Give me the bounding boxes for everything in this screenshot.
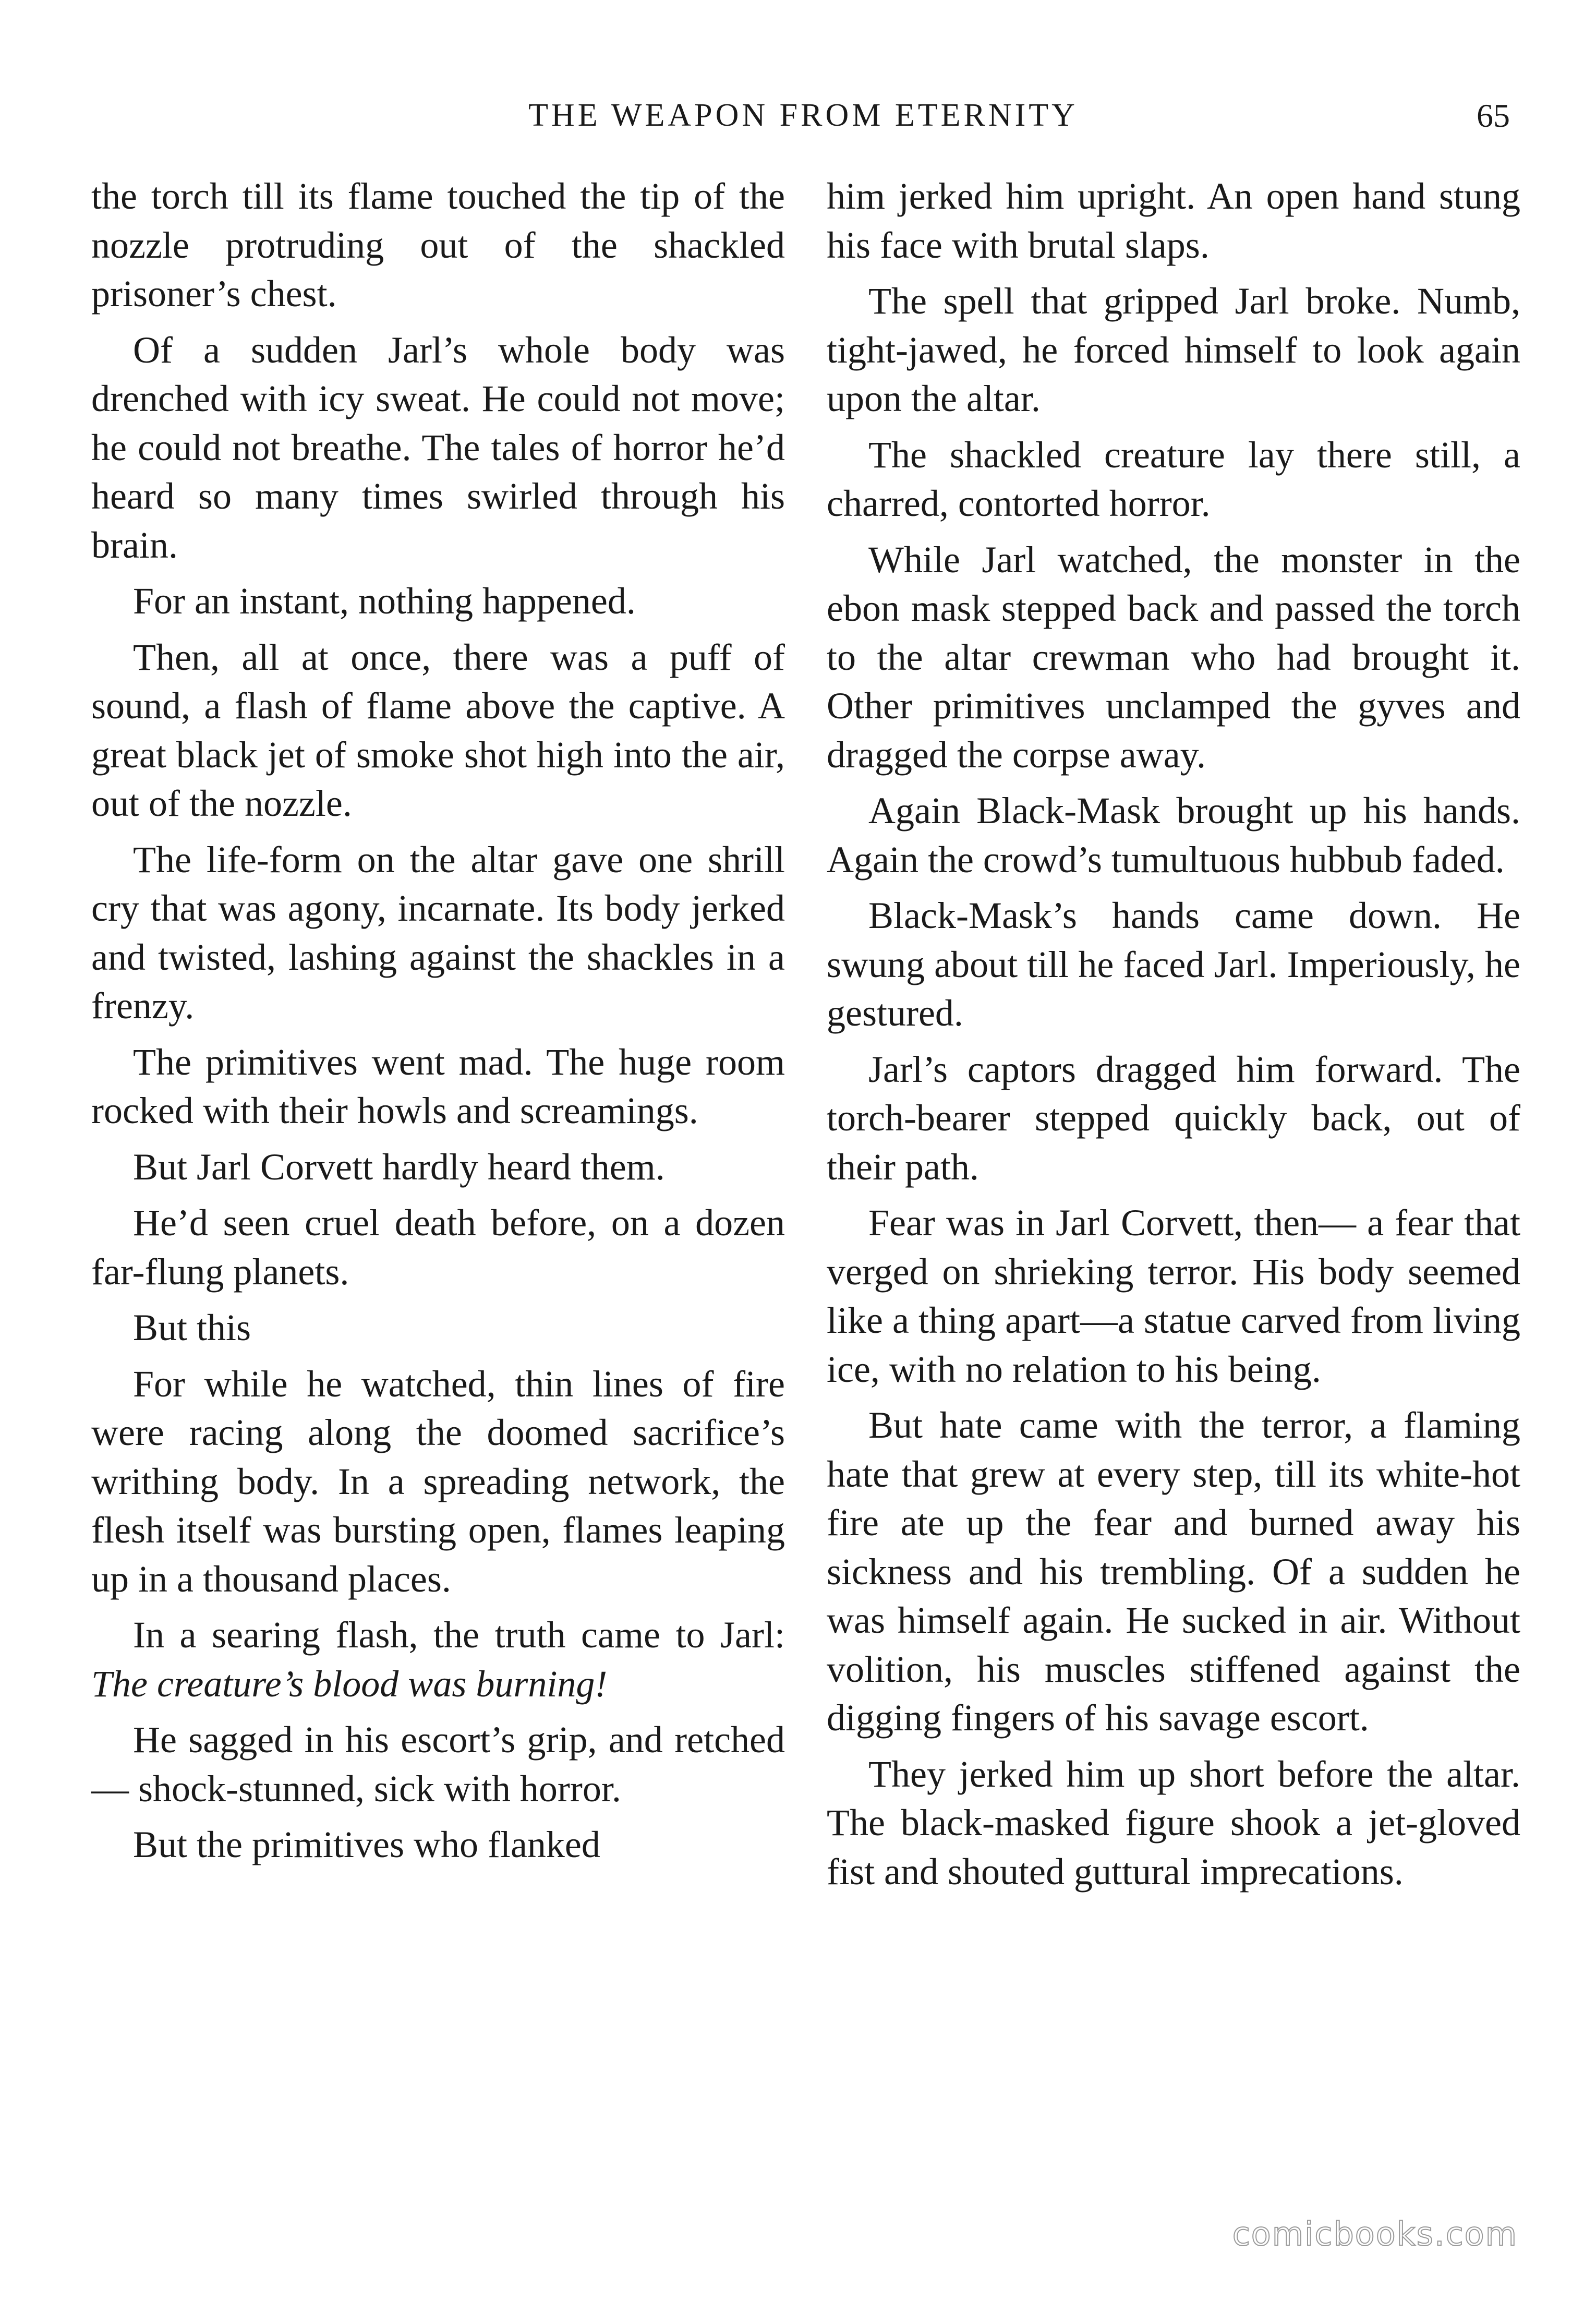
- paragraph: Jarl’s captors dragged him forward. The torch-bearer stepped quickly back, out of their path.: [827, 1048, 1520, 1188]
- paragraph: But hate came with the terror, a flaming hate that grew at every step, till its white-hot fire ate up the fear and burned away his sickness and his trembling. Of a sudden he was himself again. He sucked in air. Without volition, his muscles stiffened against the digging fingers of his savage escort.: [827, 1404, 1520, 1739]
- paragraph: They jerked him up short before the altar. The black-masked figure shook a jet-gloved fist and shouted guttural imprecations.: [827, 1753, 1520, 1893]
- left-text-column: [91, 172, 785, 1877]
- paragraph: Again Black-Mask brought up his hands. Again the crowd’s tumultuous hubbub faded.: [827, 790, 1520, 881]
- paragraph: Of a sudden Jarl’s whole body was drenched with icy sweat. He could not move; he could not breathe. The tales of horror he’d heard so many times swirled through his brain.: [91, 329, 785, 566]
- paragraph: him jerked him upright. An open hand stung his face with brutal slaps.: [827, 175, 1520, 266]
- italic-text: The creature’s blood was burning!: [91, 1663, 608, 1705]
- paragraph: Black-Mask’s hands came down. He swung about till he faced Jarl. Imperiously, he gestured.: [827, 895, 1520, 1034]
- paragraph: He’d seen cruel death before, on a dozen far-flung planets.: [91, 1202, 785, 1293]
- paragraph: For an instant, nothing happened.: [133, 580, 636, 622]
- paragraph: But the primitives who flanked: [133, 1824, 600, 1865]
- paragraph: The life-form on the altar gave one shrill cry that was agony, incarnate. Its body jerked and twisted, lashing against the shackles in a frenzy.: [91, 838, 785, 1027]
- paragraph: But this: [133, 1307, 251, 1348]
- running-title: THE WEAPON FROM ETERNITY: [528, 98, 1078, 133]
- right-text-column: [827, 172, 1520, 1904]
- paragraph: Fear was in Jarl Corvett, then— a fear that verged on shrieking terror. His body seemed like a thing apart—a statue carved from living ice, with no relation to his being.: [827, 1202, 1520, 1390]
- page-number: 65: [1477, 97, 1510, 134]
- paragraph: He sagged in his escort’s grip, and retched — shock-stunned, sick with horror.: [91, 1719, 785, 1810]
- paragraph-text: In a searing flash, the truth came to Jarl:: [133, 1614, 785, 1656]
- watermark: comicbooks.com: [1232, 2215, 1518, 2253]
- paragraph: For while he watched, thin lines of fire were racing along the doomed sacrifice’s writhing body. In a spreading network, the flesh itself was bursting open, flames leaping up in a thousand places.: [91, 1363, 785, 1600]
- paragraph: The primitives went mad. The huge room rocked with their howls and screamings.: [91, 1041, 785, 1131]
- paragraph: While Jarl watched, the monster in the ebon mask stepped back and passed the torch to the altar crewman who had brought it. Other primitives unclamped the gyves and dragged the corpse away.: [827, 538, 1520, 776]
- paragraph: The spell that gripped Jarl broke. Numb, tight-jawed, he forced himself to look again upon the altar.: [827, 280, 1520, 419]
- paragraph: But Jarl Corvett hardly heard them.: [133, 1146, 665, 1188]
- paragraph: Then, all at once, there was a puff of sound, a flash of flame above the captive. A great black jet of smoke shot high into the air, out of the nozzle.: [91, 636, 785, 824]
- paragraph: the torch till its flame touched the tip of the nozzle protruding out of the shackled prisoner’s chest.: [91, 175, 785, 315]
- paragraph: [91, 1611, 785, 1708]
- paragraph: The shackled creature lay there still, a charred, contorted horror.: [827, 433, 1520, 524]
